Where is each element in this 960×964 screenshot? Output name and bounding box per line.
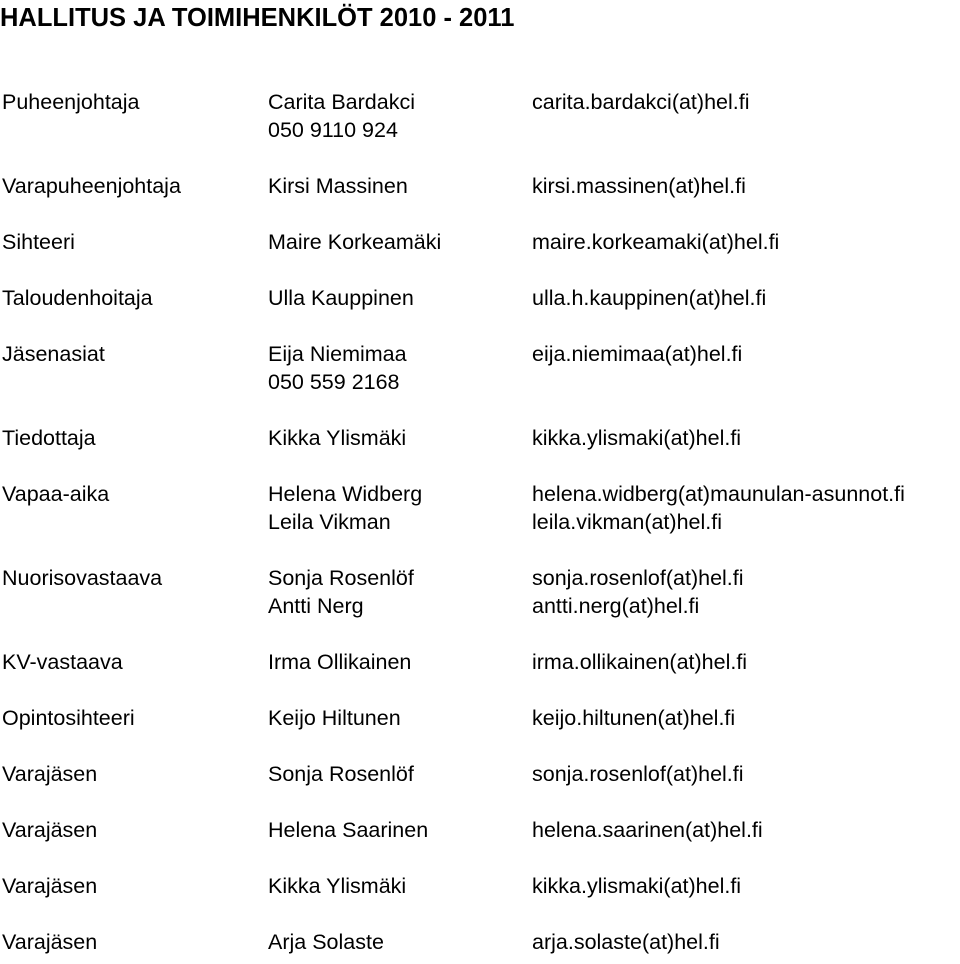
table-row: [0, 872, 960, 900]
role-cell: Sihteeri: [2, 230, 75, 254]
name-cell: Carita Bardakci: [268, 90, 415, 114]
name-cell: Kikka Ylismäki: [268, 426, 407, 450]
name-cell: Arja Solaste: [268, 930, 384, 954]
table-row: [0, 116, 960, 144]
role-cell: Nuorisovastaava: [2, 566, 163, 590]
table-row: [0, 228, 960, 256]
role-cell: Puheenjohtaja: [2, 90, 140, 114]
email-cell: keijo.hiltunen(at)hel.fi: [532, 706, 736, 730]
page-title: HALLITUS JA TOIMIHENKILÖT 2010 - 2011: [0, 4, 515, 32]
table-row: [0, 424, 960, 452]
email-cell: sonja.rosenlof(at)hel.fi: [532, 566, 744, 590]
name-cell: Sonja Rosenlöf: [268, 762, 414, 786]
name-cell: Kirsi Massinen: [268, 174, 408, 198]
email-cell: kirsi.massinen(at)hel.fi: [532, 174, 746, 198]
name-cell: Ulla Kauppinen: [268, 286, 414, 310]
role-cell: Taloudenhoitaja: [2, 286, 153, 310]
name-cell: Irma Ollikainen: [268, 650, 412, 674]
table-row: [0, 172, 960, 200]
role-cell: Jäsenasiat: [2, 342, 105, 366]
table-row: [0, 340, 960, 368]
name-cell: 050 9110 924: [268, 118, 398, 142]
table-row: [0, 760, 960, 788]
name-cell: Antti Nerg: [268, 594, 364, 618]
name-cell: Maire Korkeamäki: [268, 230, 442, 254]
name-cell: Eija Niemimaa: [268, 342, 407, 366]
role-cell: Vapaa-aika: [2, 482, 110, 506]
name-cell: Helena Saarinen: [268, 818, 429, 842]
table-row: [0, 480, 960, 508]
name-cell: Helena Widberg: [268, 482, 423, 506]
email-cell: kikka.ylismaki(at)hel.fi: [532, 874, 742, 898]
table-row: [0, 816, 960, 844]
name-cell: Keijo Hiltunen: [268, 706, 401, 730]
email-cell: carita.bardakci(at)hel.fi: [532, 90, 750, 114]
table-row: [0, 284, 960, 312]
name-cell: Leila Vikman: [268, 510, 391, 534]
email-cell: antti.nerg(at)hel.fi: [532, 594, 700, 618]
email-cell: helena.saarinen(at)hel.fi: [532, 818, 763, 842]
email-cell: arja.solaste(at)hel.fi: [532, 930, 720, 954]
table-row: [0, 704, 960, 732]
role-cell: Tiedottaja: [2, 426, 96, 450]
table-row: [0, 368, 960, 396]
email-cell: leila.vikman(at)hel.fi: [532, 510, 722, 534]
name-cell: 050 559 2168: [268, 370, 400, 394]
email-cell: kikka.ylismaki(at)hel.fi: [532, 426, 742, 450]
email-cell: irma.ollikainen(at)hel.fi: [532, 650, 748, 674]
table-row: [0, 508, 960, 536]
email-cell: ulla.h.kauppinen(at)hel.fi: [532, 286, 767, 310]
table-row: [0, 564, 960, 592]
role-cell: Varajäsen: [2, 762, 98, 786]
email-cell: helena.widberg(at)maunulan-asunnot.fi: [532, 482, 905, 506]
role-cell: Opintosihteeri: [2, 706, 135, 730]
role-cell: Varapuheenjohtaja: [2, 174, 181, 198]
name-cell: Sonja Rosenlöf: [268, 566, 414, 590]
email-cell: maire.korkeamaki(at)hel.fi: [532, 230, 780, 254]
role-cell: Varajäsen: [2, 930, 98, 954]
table-row: [0, 592, 960, 620]
email-cell: sonja.rosenlof(at)hel.fi: [532, 762, 744, 786]
role-cell: Varajäsen: [2, 818, 98, 842]
email-cell: eija.niemimaa(at)hel.fi: [532, 342, 743, 366]
table-row: [0, 88, 960, 116]
table-row: [0, 928, 960, 956]
name-cell: Kikka Ylismäki: [268, 874, 407, 898]
role-cell: Varajäsen: [2, 874, 98, 898]
role-cell: KV-vastaava: [2, 650, 123, 674]
table-row: [0, 648, 960, 676]
